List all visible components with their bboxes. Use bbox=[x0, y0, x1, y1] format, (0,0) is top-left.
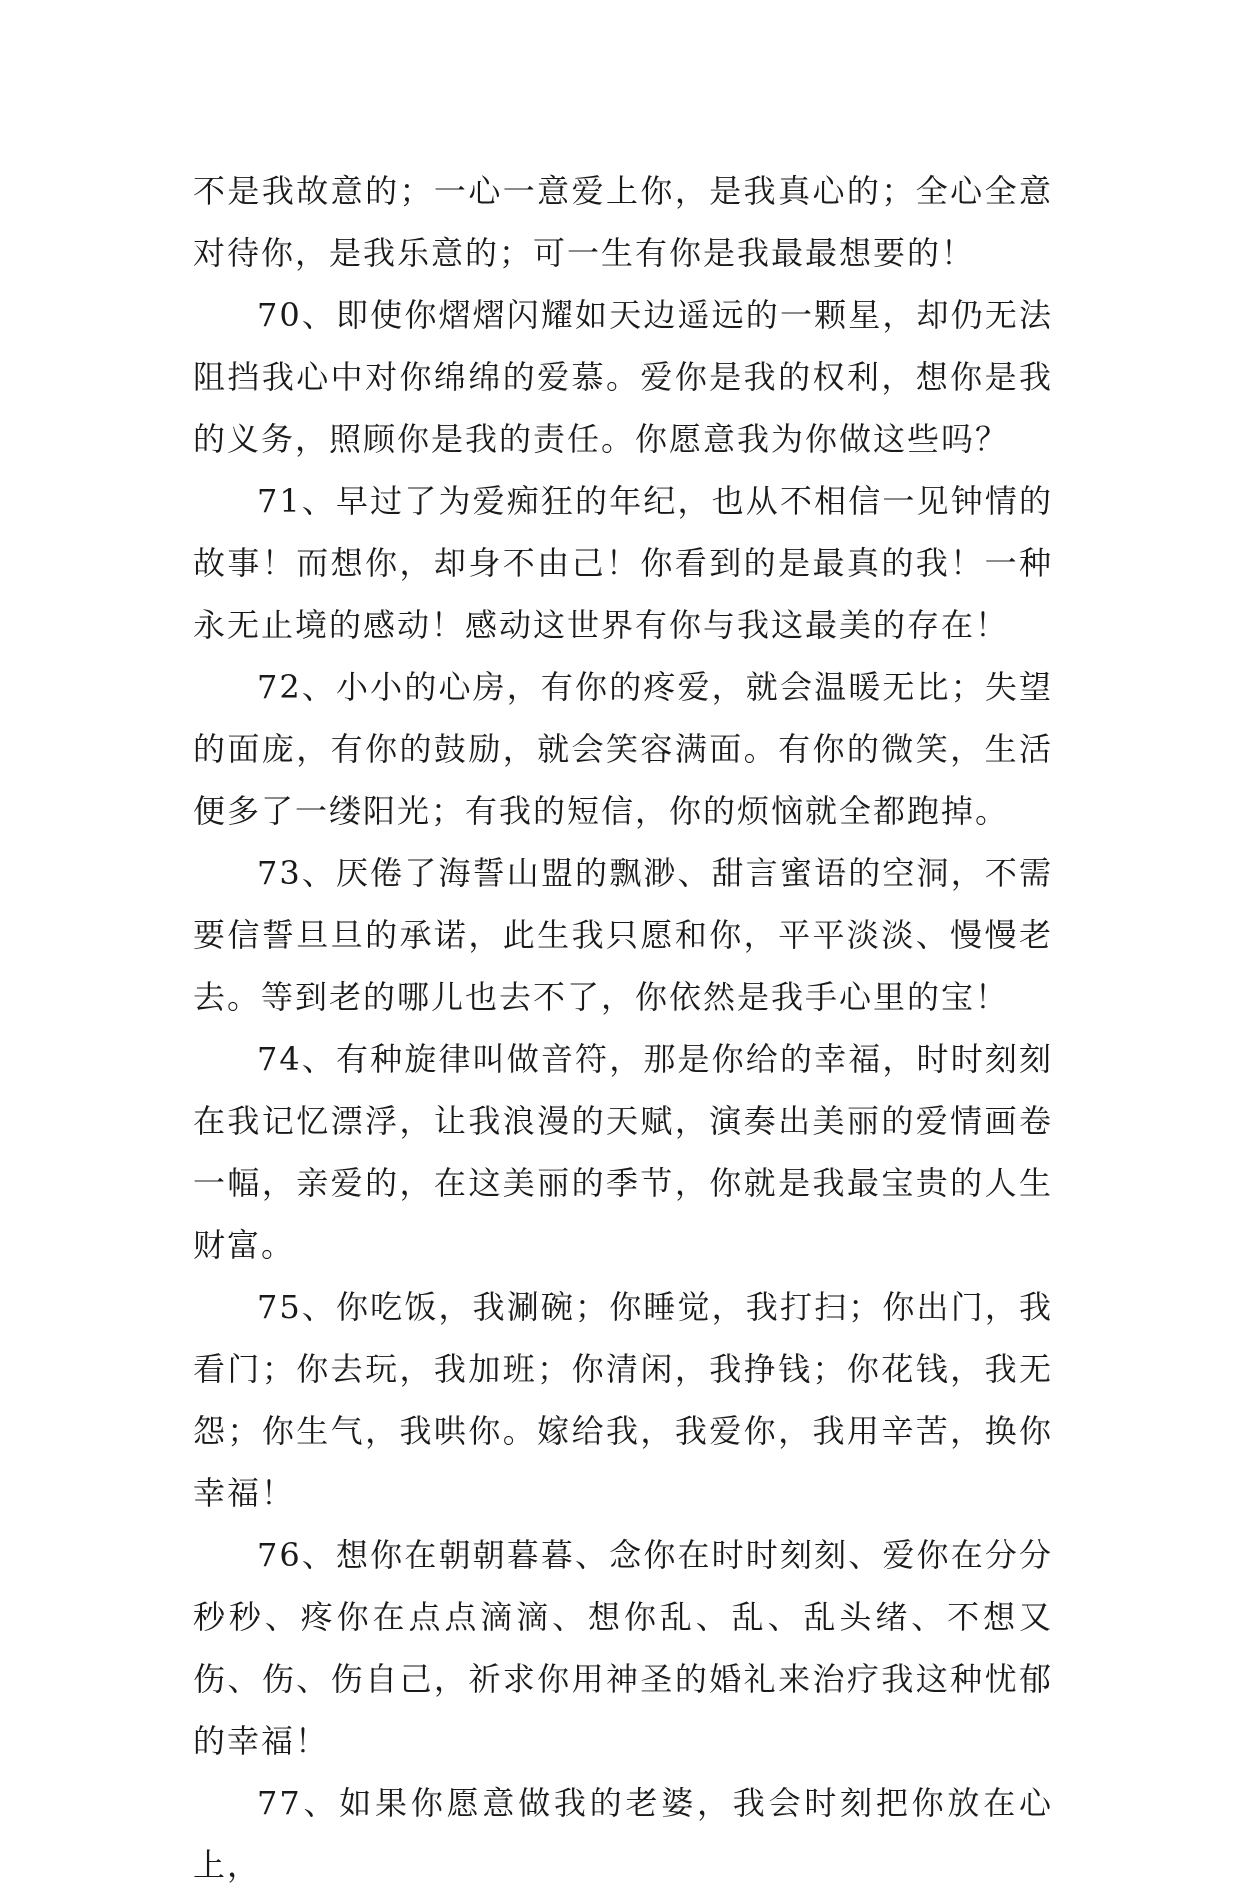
paragraph-77: 77、如果你愿意做我的老婆，我会时刻把你放在心上， bbox=[193, 1784, 1053, 1884]
paragraph-continuation: 不是我故意的；一心一意爱上你，是我真心的；全心全意对待你，是我乐意的；可一生有你是我最最想要的！ bbox=[193, 172, 1053, 272]
document-page bbox=[193, 160, 1053, 1896]
paragraph-76: 76、想你在朝朝暮暮、念你在时时刻刻、爱你在分分秒秒、疼你在点点滴滴、想你乱、乱、乱头绪、不想又伤、伤、伤自己，祈求你用神圣的婚礼来治疗我这种忧郁的幸福！ bbox=[193, 1536, 1053, 1760]
paragraph-71: 71、早过了为爱痴狂的年纪，也从不相信一见钟情的故事！而想你，却身不由己！你看到的是最真的我！一种永无止境的感动！感动这世界有你与我这最美的存在！ bbox=[193, 482, 1053, 644]
paragraph-73: 73、厌倦了海誓山盟的飘渺、甜言蜜语的空洞，不需要信誓旦旦的承诺，此生我只愿和你，平平淡淡、慢慢老去。等到老的哪儿也去不了，你依然是我手心里的宝！ bbox=[193, 854, 1053, 1016]
paragraph-72: 72、小小的心房，有你的疼爱，就会温暖无比；失望的面庞，有你的鼓励，就会笑容满面。有你的微笑，生活便多了一缕阳光；有我的短信，你的烦恼就全都跑掉。 bbox=[193, 668, 1053, 830]
paragraph-70: 70、即使你熠熠闪耀如天边遥远的一颗星，却仍无法阻挡我心中对你绵绵的爱慕。爱你是我的权利，想你是我的义务，照顾你是我的责任。你愿意我为你做这些吗？ bbox=[193, 296, 1053, 458]
paragraph-74: 74、有种旋律叫做音符，那是你给的幸福，时时刻刻在我记忆漂浮，让我浪漫的天赋，演奏出美丽的爱情画卷一幅，亲爱的，在这美丽的季节，你就是我最宝贵的人生财富。 bbox=[193, 1040, 1053, 1264]
paragraph-75: 75、你吃饭，我涮碗；你睡觉，我打扫；你出门，我看门；你去玩，我加班；你清闲，我挣钱；你花钱，我无怨；你生气，我哄你。嫁给我，我爱你，我用辛苦，换你幸福！ bbox=[193, 1288, 1053, 1512]
